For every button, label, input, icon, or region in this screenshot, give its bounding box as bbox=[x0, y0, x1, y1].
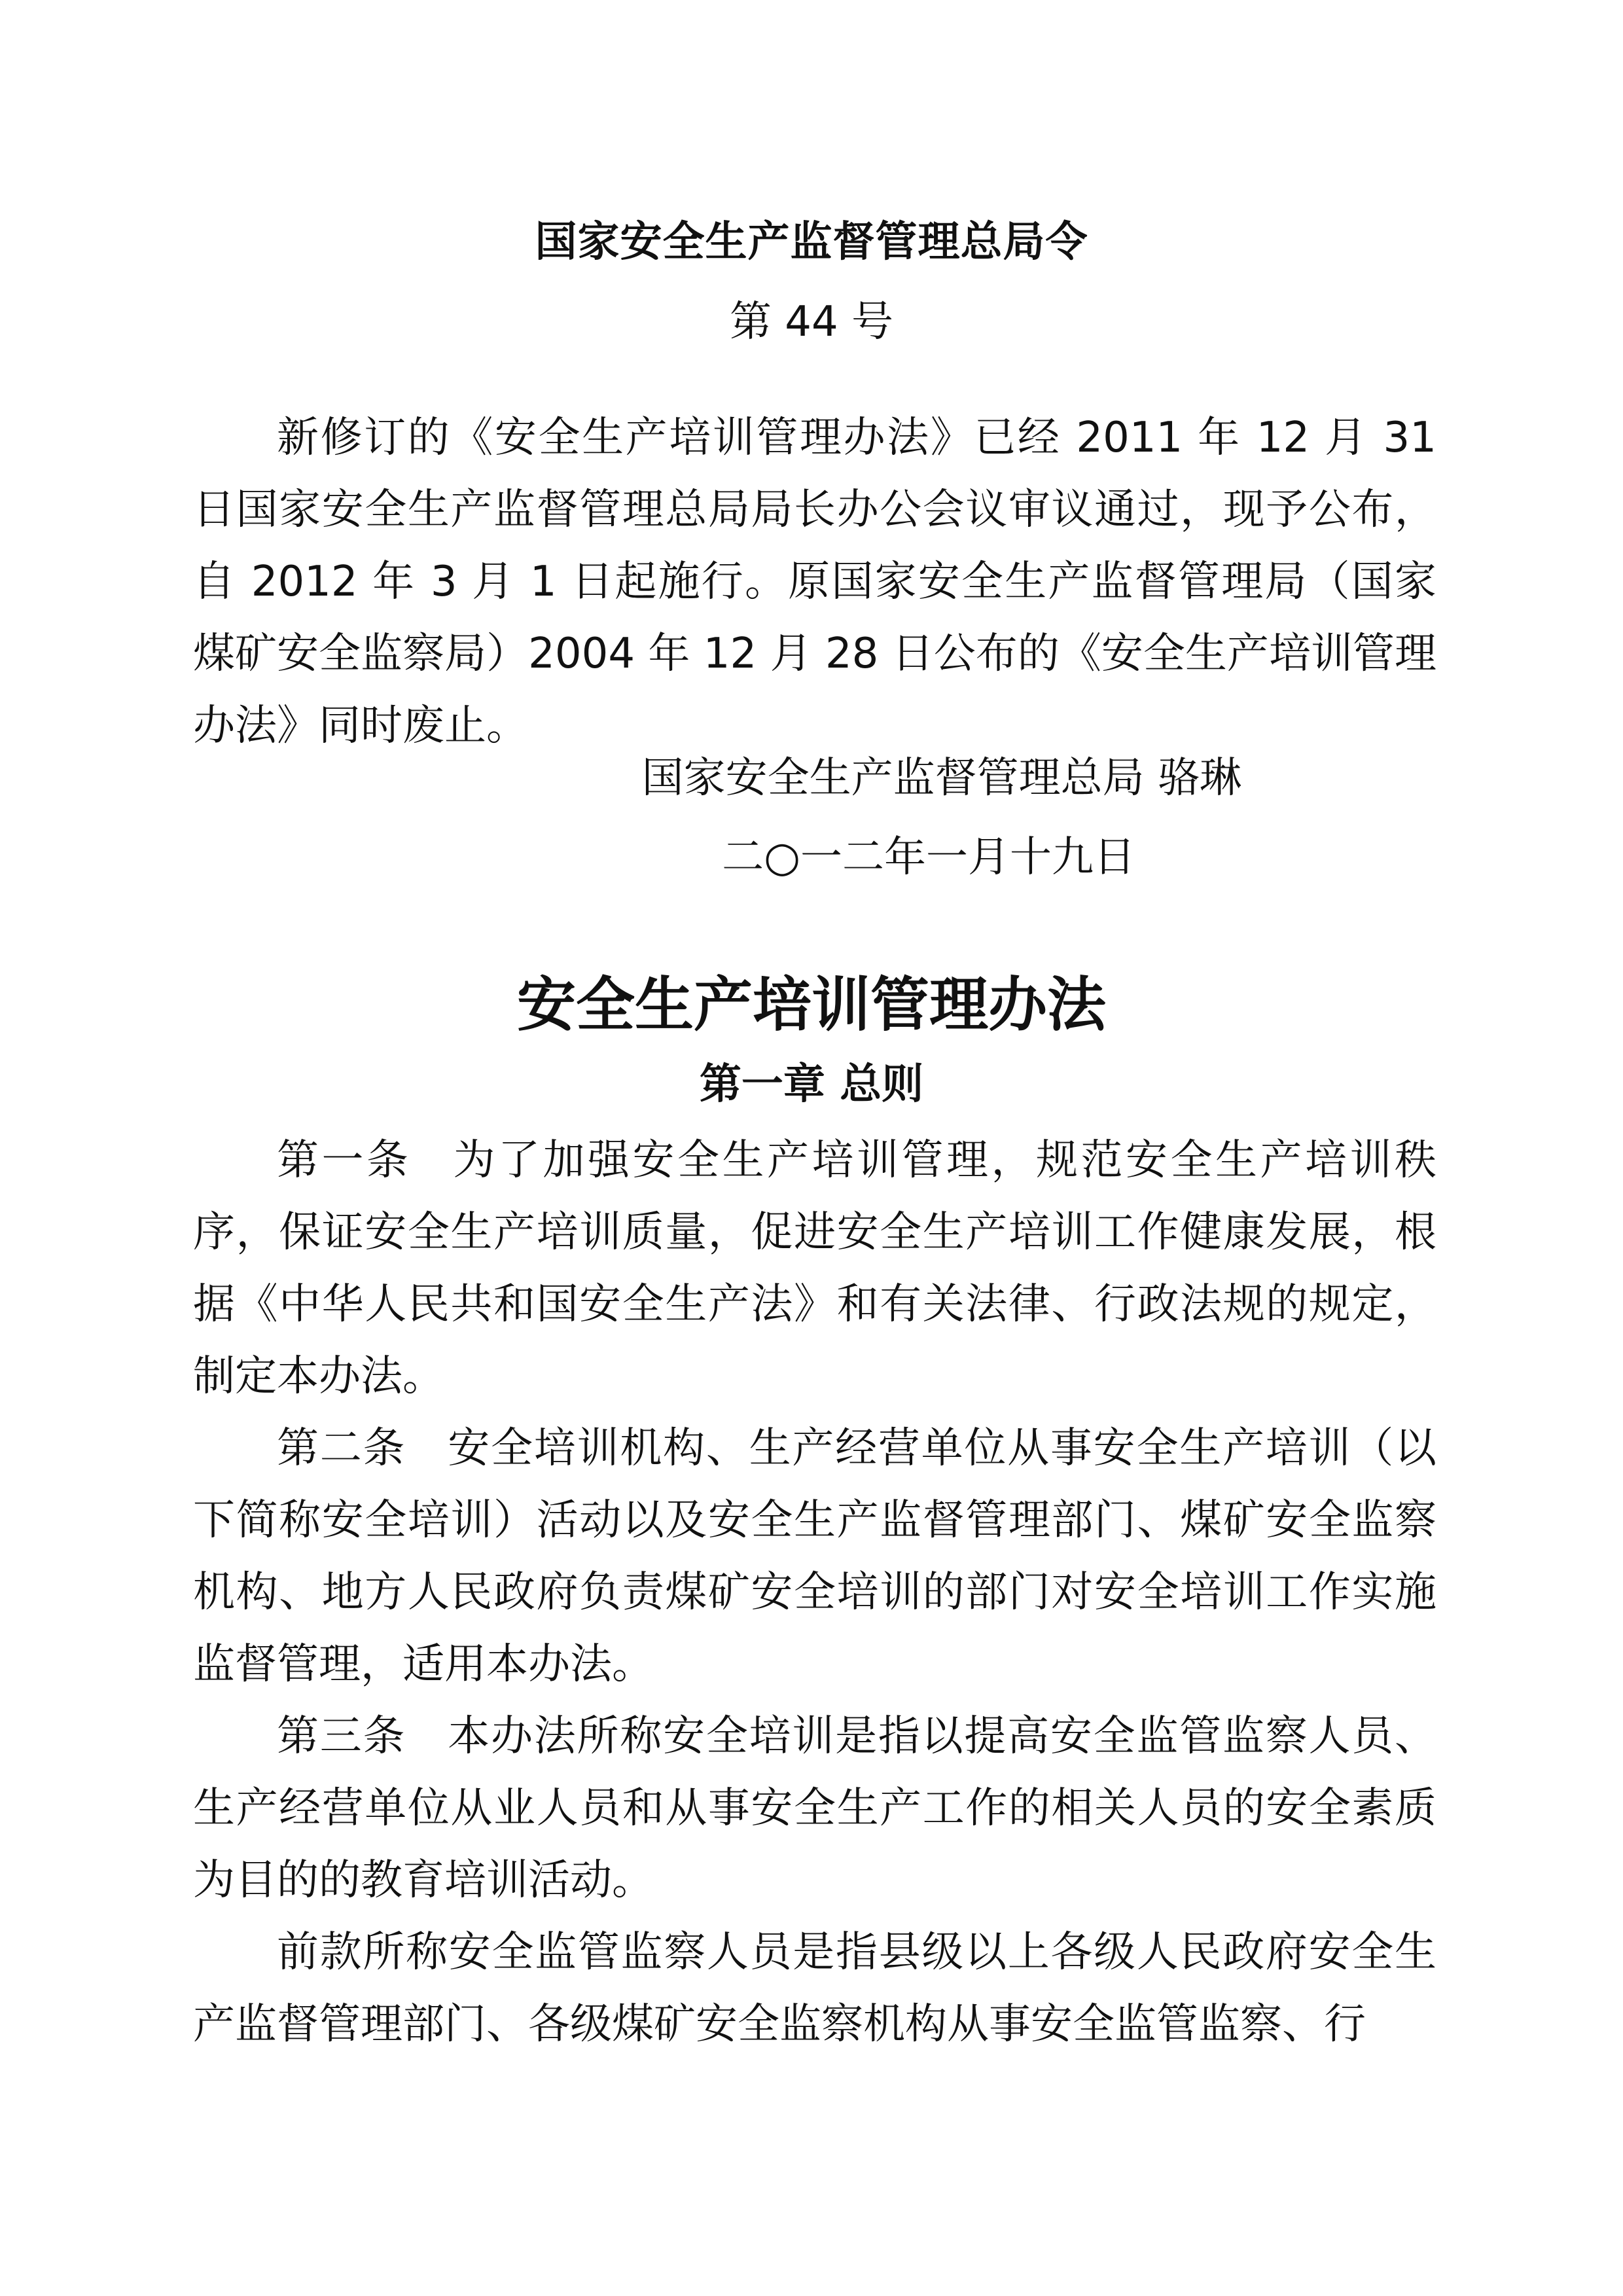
chapter-title: 第一章 总则 bbox=[699, 1060, 924, 1109]
article-text: 为了加强安全生产培训管理，规范安全生产培训秩序，保证安全生产培训质量，促进安全生产培训工作健康发展，根据《中华人民共和国安全生产法》和有关法律、行政法规的规定，制定本办法。 bbox=[193, 1136, 1436, 1401]
order-number: 第 44 号 bbox=[729, 298, 894, 346]
article-text: 安全培训机构、生产经营单位从事安全生产培训（以下简称安全培训）活动以及安全生产监督管理部门、煤矿安全监察机构、地方人民政府负责煤矿安全培训的部门对安全培训工作实施监督管理，适用本办法。 bbox=[193, 1424, 1436, 1689]
articles-section bbox=[193, 1124, 1436, 2060]
article-number: 第三条 bbox=[277, 1712, 406, 1761]
article-number: 第二条 bbox=[277, 1424, 406, 1473]
article-3-paragraph-2: 前款所称安全监管监察人员是指县级以上各级人民政府安全生产监督管理部门、各级煤矿安全监察机构从事安全监管监察、行 bbox=[193, 1928, 1436, 2049]
article-3 bbox=[193, 1700, 1436, 1916]
decree-body: 新修订的《安全生产培训管理办法》已经 2011 年 12 月 31 日国家安全生产监督管理总局局长办公会议审议通过，现予公布，自 2012 年 3 月 1 日起施行。原国家安全生产监督管理局（国家煤矿安全监察局）2004 年 12 月 28 日公布的《安全生产培训管理办法》同时废止。 bbox=[193, 414, 1436, 750]
article-2 bbox=[193, 1412, 1436, 1700]
order-title: 国家安全生产监督管理总局令 bbox=[535, 218, 1088, 266]
article-1 bbox=[193, 1124, 1436, 1412]
sign-date: 二○一二年一月十九日 bbox=[722, 833, 1135, 882]
signature: 国家安全生产监督管理总局 骆琳 bbox=[641, 754, 1241, 802]
article-text: 本办法所称安全培训是指以提高安全监管监察人员、生产经营单位从业人员和从事安全生产工作的相关人员的安全素质为目的的教育培训活动。 bbox=[193, 1712, 1436, 1905]
law-title: 安全生产培训管理办法 bbox=[517, 971, 1106, 1039]
article-number: 第一条 bbox=[277, 1136, 412, 1185]
